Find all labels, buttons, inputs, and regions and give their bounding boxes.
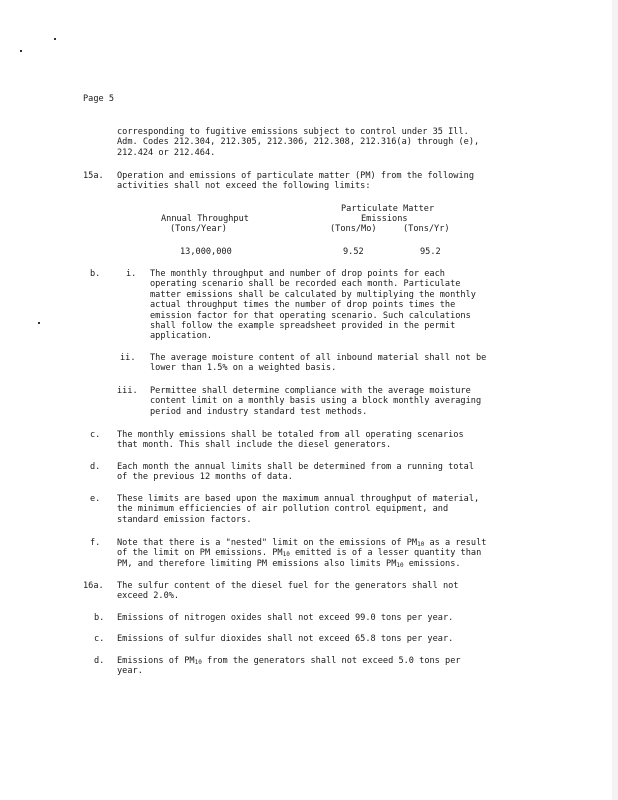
- throughput-value: 13,000,000: [180, 247, 232, 257]
- scan-speck: [20, 50, 22, 52]
- item-iii-label: iii.: [117, 386, 138, 396]
- condition-16d-line1: [117, 656, 461, 666]
- condition-16d-label: d.: [94, 656, 105, 666]
- condition-16c-text: Emissions of sulfur dioxides shall not exceed 65.8 tons per year.: [117, 634, 454, 644]
- item-iii-text: Permittee shall determine compliance with the average moisture content limit on a monthly basis using a block monthly averaging period and industry standard test methods.: [150, 386, 482, 417]
- text-run: as a result: [424, 538, 487, 548]
- yearly-unit: (Tons/Yr): [403, 224, 450, 234]
- scan-speck: [38, 322, 40, 324]
- text-run: emitted is of a lesser quantity than: [289, 548, 482, 559]
- condition-16a-text: The sulfur content of the diesel fuel for the generators shall not exceed 2.0%.: [117, 581, 459, 602]
- throughput-header: Annual Throughput: [161, 214, 249, 224]
- monthly-value: 9.52: [343, 247, 364, 257]
- pm-header-line2: Emissions: [361, 214, 408, 224]
- item-ii-label: ii.: [120, 353, 136, 363]
- text-run: from the generators shall not exceed 5.0 tons per: [201, 656, 461, 666]
- condition-16b-label: b.: [94, 613, 105, 623]
- condition-15f-line3: [117, 559, 461, 569]
- condition-15d-text: Each month the annual limits shall be determined from a running total of the previous 12 months of data.: [117, 462, 474, 483]
- pm-header-line1: Particulate Matter: [341, 204, 435, 214]
- condition-15b-label: b.: [90, 269, 101, 279]
- condition-15f-line2: [117, 548, 481, 558]
- text-run: Note that there is a "nested" limit on the emissions of PM: [117, 538, 418, 548]
- condition-15d-label: d.: [90, 462, 101, 472]
- page-header: Page 5: [83, 94, 115, 104]
- continuation-text: corresponding to fugitive emissions subject to control under 35 Ill. Adm. Codes 212.304, 212.305, 212.306, 212.308, 212.316(a) through (e), 212.424 or 212.464.: [117, 127, 480, 158]
- condition-15f-line1: [117, 538, 486, 548]
- subscript: 10: [194, 659, 202, 666]
- item-ii-text: The average moisture content of all inbound material shall not be lower than 1.5% on a weighted basis.: [150, 353, 487, 374]
- scan-speck: [54, 38, 56, 40]
- item-i-label: i.: [126, 269, 137, 279]
- subscript: 10: [417, 541, 425, 548]
- condition-16d-line2: year.: [117, 666, 143, 677]
- subscript: 10: [282, 551, 290, 559]
- condition-15e-label: e.: [90, 494, 101, 504]
- condition-16b-text: Emissions of nitrogen oxides shall not exceed 99.0 tons per year.: [117, 613, 454, 623]
- item-i-text: The monthly throughput and number of drop points for each operating scenario shall be recorded each month. Particulate matter emissions shall be calculated by multiplying the monthly actual throughput times the number of drop points times the emission factor for that operating scenario. Such calculations shall follow the example spreadsheet provided in the permit application.: [150, 269, 476, 342]
- condition-15e-text: These limits are based upon the maximum annual throughput of material, the minimum efficiencies of air pollution control equipment, and standard emission factors.: [117, 494, 480, 525]
- condition-16a-label: 16a.: [83, 581, 104, 591]
- yearly-value: 95.2: [420, 247, 441, 257]
- monthly-unit: (Tons/Mo): [330, 224, 377, 234]
- text-run: PM, and therefore limiting PM emissions also limits PM: [117, 558, 397, 569]
- text-run: of the limit on PM emissions. PM: [117, 548, 283, 559]
- text-run: Emissions of PM: [117, 656, 195, 666]
- condition-15a-label: 15a.: [83, 171, 104, 181]
- condition-15c-label: c.: [90, 430, 101, 440]
- scan-edge: [612, 0, 618, 800]
- text-run: emissions.: [403, 558, 461, 569]
- condition-16c-label: c.: [94, 634, 105, 644]
- condition-15a-text: Operation and emissions of particulate matter (PM) from the following activities shall not exceed the following limits:: [117, 171, 474, 192]
- throughput-unit: (Tons/Year): [170, 224, 227, 234]
- condition-15f-label: f.: [90, 538, 101, 548]
- condition-15c-text: The monthly emissions shall be totaled from all operating scenarios that month. This shall include the diesel generators.: [117, 430, 464, 451]
- subscript: 10: [396, 561, 404, 569]
